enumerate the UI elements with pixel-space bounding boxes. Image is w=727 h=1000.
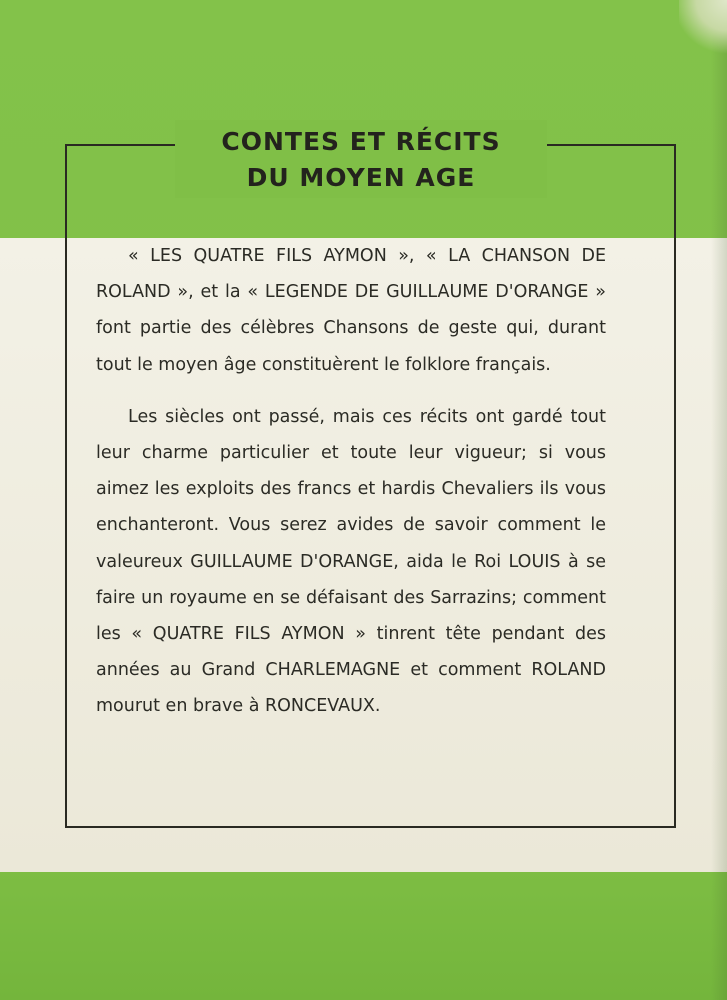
cover-edge-shadow <box>711 0 727 1000</box>
title-block <box>175 120 547 198</box>
title-line-2: DU MOYEN AGE <box>246 163 476 192</box>
paragraph-2: Les siècles ont passé, mais ces récits ont gardé tout leur charme particulier et toute leur vigueur; si vous aimez les exploits des francs et hardis Chevaliers ils vous enchanteront. Vous serez avides de savoir comment le valeureux GUILLAUME D'ORANGE, aida le Roi LOUIS à se faire un royaume en se défaisant des Sarrazins; comment les « QUATRE FILS AYMON » tinrent tête pendant des années au Grand CHARLEMAGNE et comment ROLAND mourut en brave à RONCEVAUX. <box>96 406 606 717</box>
paragraph-1: « LES QUATRE FILS AYMON », « LA CHANSON DE ROLAND », et la « LEGENDE DE GUILLAUME D'ORANGE » font partie des célèbres Chansons de geste qui, durant tout le moyen âge constituèrent le folklore français. <box>96 246 606 375</box>
title-line-1: CONTES ET RÉCITS <box>221 127 501 156</box>
corner-wear <box>679 0 727 60</box>
bottom-green-band <box>0 872 727 1000</box>
blurb-text <box>96 238 606 725</box>
